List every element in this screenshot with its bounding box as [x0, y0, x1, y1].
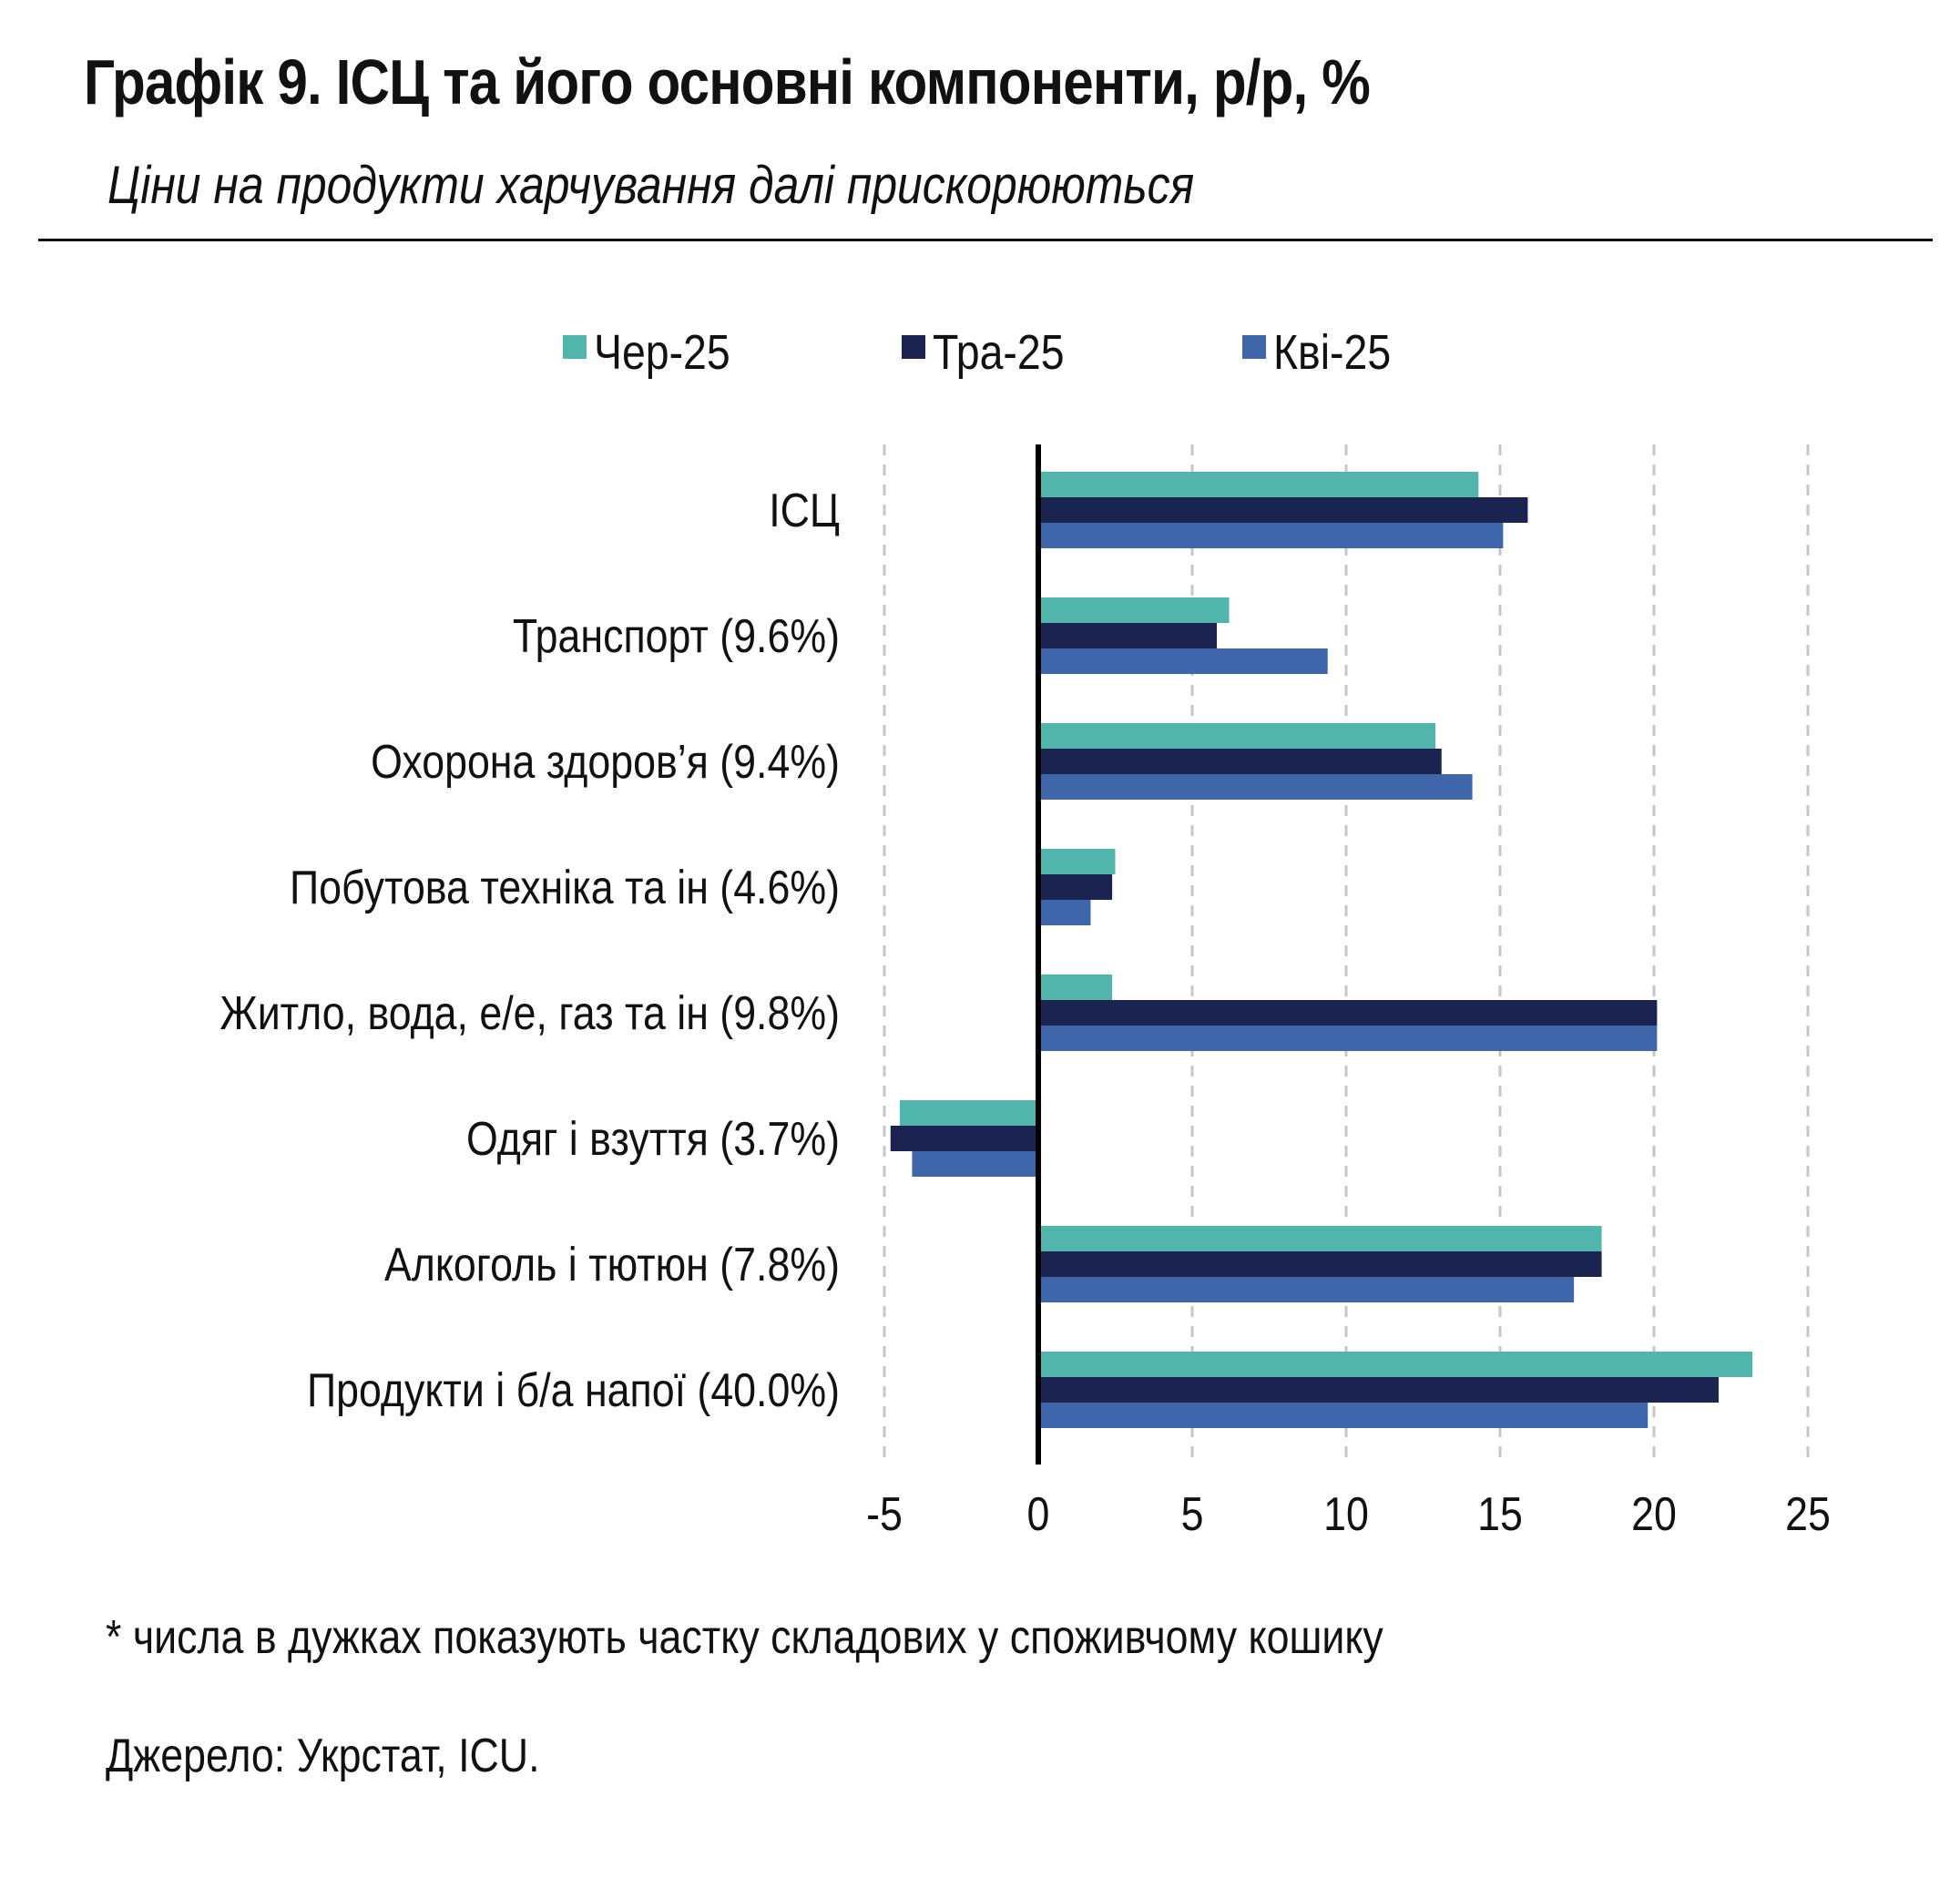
bar	[1038, 1352, 1752, 1377]
bar	[912, 1151, 1038, 1177]
legend-label: Чер-25	[594, 323, 730, 380]
bar	[1038, 648, 1328, 674]
source-note: Джерело: Укрстат, ICU.	[106, 1730, 540, 1782]
x-tick-label: 10	[1323, 1487, 1369, 1541]
bar	[1038, 1403, 1648, 1428]
bar	[1038, 774, 1473, 800]
bars	[891, 472, 1752, 1428]
bar	[1038, 975, 1112, 1000]
x-tick-labels	[866, 1488, 1831, 1541]
bar	[1038, 472, 1478, 497]
footnote: * числа в дужках показують частку складових у споживчому кошику	[106, 1611, 1383, 1664]
bar	[1038, 1226, 1602, 1251]
bar	[1038, 523, 1503, 548]
bar	[1038, 1377, 1719, 1403]
legend	[563, 324, 1391, 380]
category-label: Житло, вода, е/е, газ та ін (9.8%)	[219, 986, 840, 1040]
category-label: Побутова техніка та ін (4.6%)	[289, 861, 840, 914]
bar	[1038, 749, 1442, 774]
legend-label: Кві-25	[1273, 323, 1392, 380]
legend-swatch	[563, 335, 587, 359]
legend-swatch	[902, 335, 925, 359]
x-tick-label: 25	[1785, 1487, 1831, 1541]
x-tick-label: 15	[1477, 1487, 1523, 1541]
bar	[1038, 849, 1116, 874]
category-label: Одяг і взуття (3.7%)	[465, 1112, 840, 1166]
legend-label: Тра-25	[932, 323, 1065, 380]
bar	[891, 1126, 1038, 1151]
chart-subtitle: Ціни на продукти харчування далі прискорюються	[107, 156, 1195, 215]
category-label: Алкоголь і тютюн (7.8%)	[383, 1238, 840, 1291]
bar	[1038, 597, 1230, 623]
x-tick-label: -5	[866, 1487, 903, 1541]
category-label: Охорона здоров’я (9.4%)	[371, 735, 840, 789]
bar	[1038, 1000, 1657, 1026]
bar	[1038, 723, 1435, 749]
x-tick-label: 0	[1026, 1487, 1050, 1541]
category-label: ІСЦ	[769, 484, 840, 537]
x-tick-label: 20	[1631, 1487, 1677, 1541]
bar	[1038, 1251, 1602, 1277]
bar	[1038, 623, 1217, 648]
bar	[1038, 1026, 1657, 1051]
category-label: Продукти і б/а напої (40.0%)	[307, 1363, 840, 1417]
bar	[1038, 1277, 1574, 1302]
legend-swatch	[1242, 335, 1266, 359]
category-labels	[219, 485, 840, 1417]
bar	[1038, 900, 1090, 925]
bar	[1038, 874, 1112, 900]
chart-title: Графік 9. ІСЦ та його основні компоненти, р/р, %	[84, 46, 1370, 117]
bar	[1038, 497, 1527, 523]
gridlines	[884, 444, 1808, 1465]
category-label: Транспорт (9.6%)	[512, 609, 840, 663]
x-tick-label: 5	[1180, 1487, 1204, 1541]
bar	[900, 1100, 1038, 1126]
